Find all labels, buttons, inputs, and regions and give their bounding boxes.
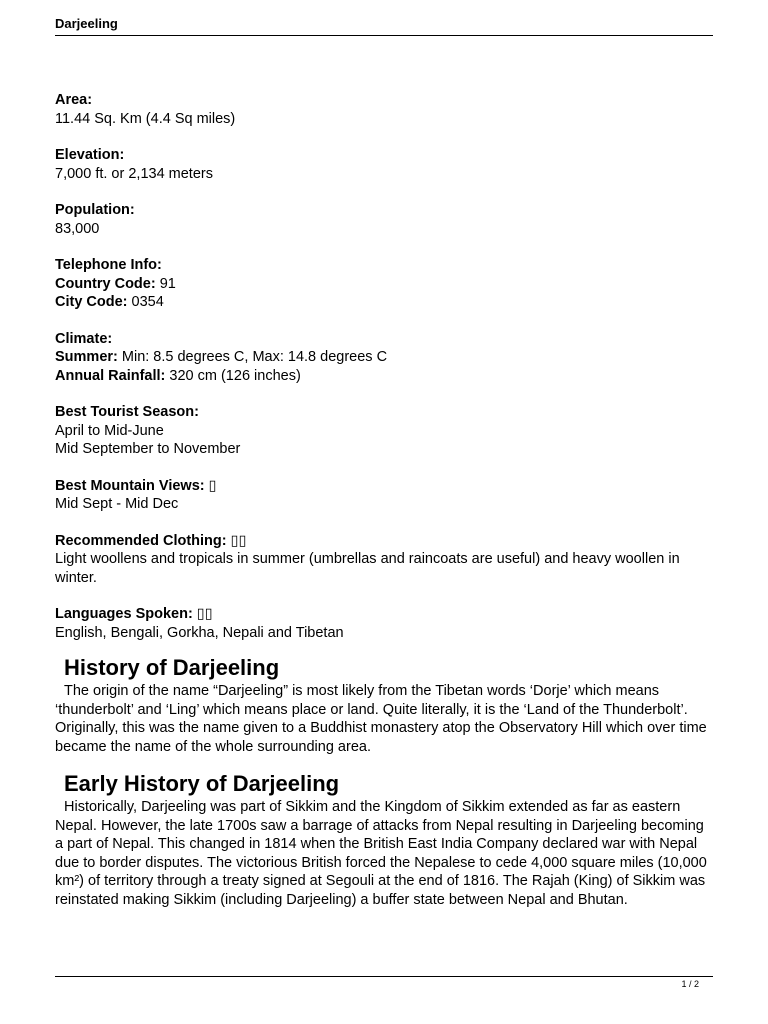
population-field <box>55 201 715 238</box>
section-heading: History of Darjeeling <box>64 655 280 680</box>
elevation-label: Elevation: <box>55 147 125 163</box>
mountain-views-field <box>55 477 715 514</box>
population-value: 83,000 <box>55 220 100 237</box>
telephone-label: Telephone Info: <box>55 257 162 273</box>
clothing-value: Light woollens and tropicals in summer (umbrellas and raincoats are useful) and heavy woollen in winter. <box>55 551 680 586</box>
summer-label: Summer: <box>55 349 118 365</box>
mountain-views-value: Mid Sept - Mid Dec <box>55 496 179 512</box>
early-history-section <box>55 770 715 909</box>
elevation-field <box>55 146 715 183</box>
header-title: Darjeeling <box>55 16 118 31</box>
tourist-season-field <box>55 403 715 459</box>
city-code-value: 0354 <box>127 294 164 310</box>
population-label: Population: <box>55 202 135 218</box>
tourist-season-line-2: Mid September to November <box>55 441 241 457</box>
page-header <box>55 15 713 36</box>
climate-field <box>55 330 715 386</box>
page-footer <box>55 976 713 989</box>
clothing-label: Recommended Clothing: ▯▯ <box>55 532 247 549</box>
tourist-season-line-1: April to Mid-June <box>55 422 164 439</box>
rainfall-label: Annual Rainfall: <box>55 367 166 384</box>
country-code-line <box>55 275 715 294</box>
area-value: 11.44 Sq. Km (4.4 Sq miles) <box>55 110 236 127</box>
mountain-views-label: Best Mountain Views: ▯ <box>55 477 217 494</box>
section-body: The origin of the name “Darjeeling” is most likely from the Tibetan words ‘Dorje’ which means ‘thunderbolt’ and ‘Ling’ which means place or land. Quite literally, it is the ‘Land of the Thunderbolt’. Originally, this was the name given to a Buddhist monastery atop the Observatory Hill which over time became the name of the whole surrounding area. <box>55 683 707 755</box>
area-field <box>55 91 715 128</box>
rainfall-value: 320 cm (126 inches) <box>165 367 301 384</box>
area-label: Area: <box>55 92 93 108</box>
languages-value: English, Bengali, Gorkha, Nepali and Tibetan <box>55 624 344 641</box>
rainfall-line <box>55 367 715 386</box>
page-number: 1 / 2 <box>681 979 699 989</box>
city-code-line <box>55 293 715 312</box>
country-code-value: 91 <box>155 275 176 292</box>
telephone-field <box>55 256 715 312</box>
climate-label: Climate: <box>55 330 113 347</box>
tourist-season-label: Best Tourist Season: <box>55 404 199 420</box>
history-section <box>55 654 715 756</box>
section-body: Historically, Darjeeling was part of Sikkim and the Kingdom of Sikkim extended as far as eastern Nepal. However, the late 1700s saw a barrage of attacks from Nepal resulting in Darjeeling becoming a part of Nepal. This changed in 1814 when the British East India Company declared war with Nepal due to border disputes. The victorious British forced the Nepalese to cede 4,000 square miles (10,000 km²) of territory through a treaty signed at Segouli at the end of 1816. The Rajah (King) of Sikkim was reinstated making Sikkim (including Darjeeling) a buffer state between Nepal and Bhutan. <box>55 799 707 908</box>
summer-value: Min: 8.5 degrees C, Max: 14.8 degrees C <box>117 349 388 365</box>
languages-field <box>55 605 715 642</box>
elevation-value: 7,000 ft. or 2,134 meters <box>55 165 213 182</box>
summer-line <box>55 348 715 367</box>
section-heading: Early History of Darjeeling <box>64 771 340 796</box>
city-code-label: City Code: <box>55 294 128 310</box>
languages-label: Languages Spoken: ▯▯ <box>55 606 213 622</box>
country-code-label: Country Code: <box>55 275 156 292</box>
document-body <box>55 91 715 923</box>
clothing-field <box>55 532 715 588</box>
